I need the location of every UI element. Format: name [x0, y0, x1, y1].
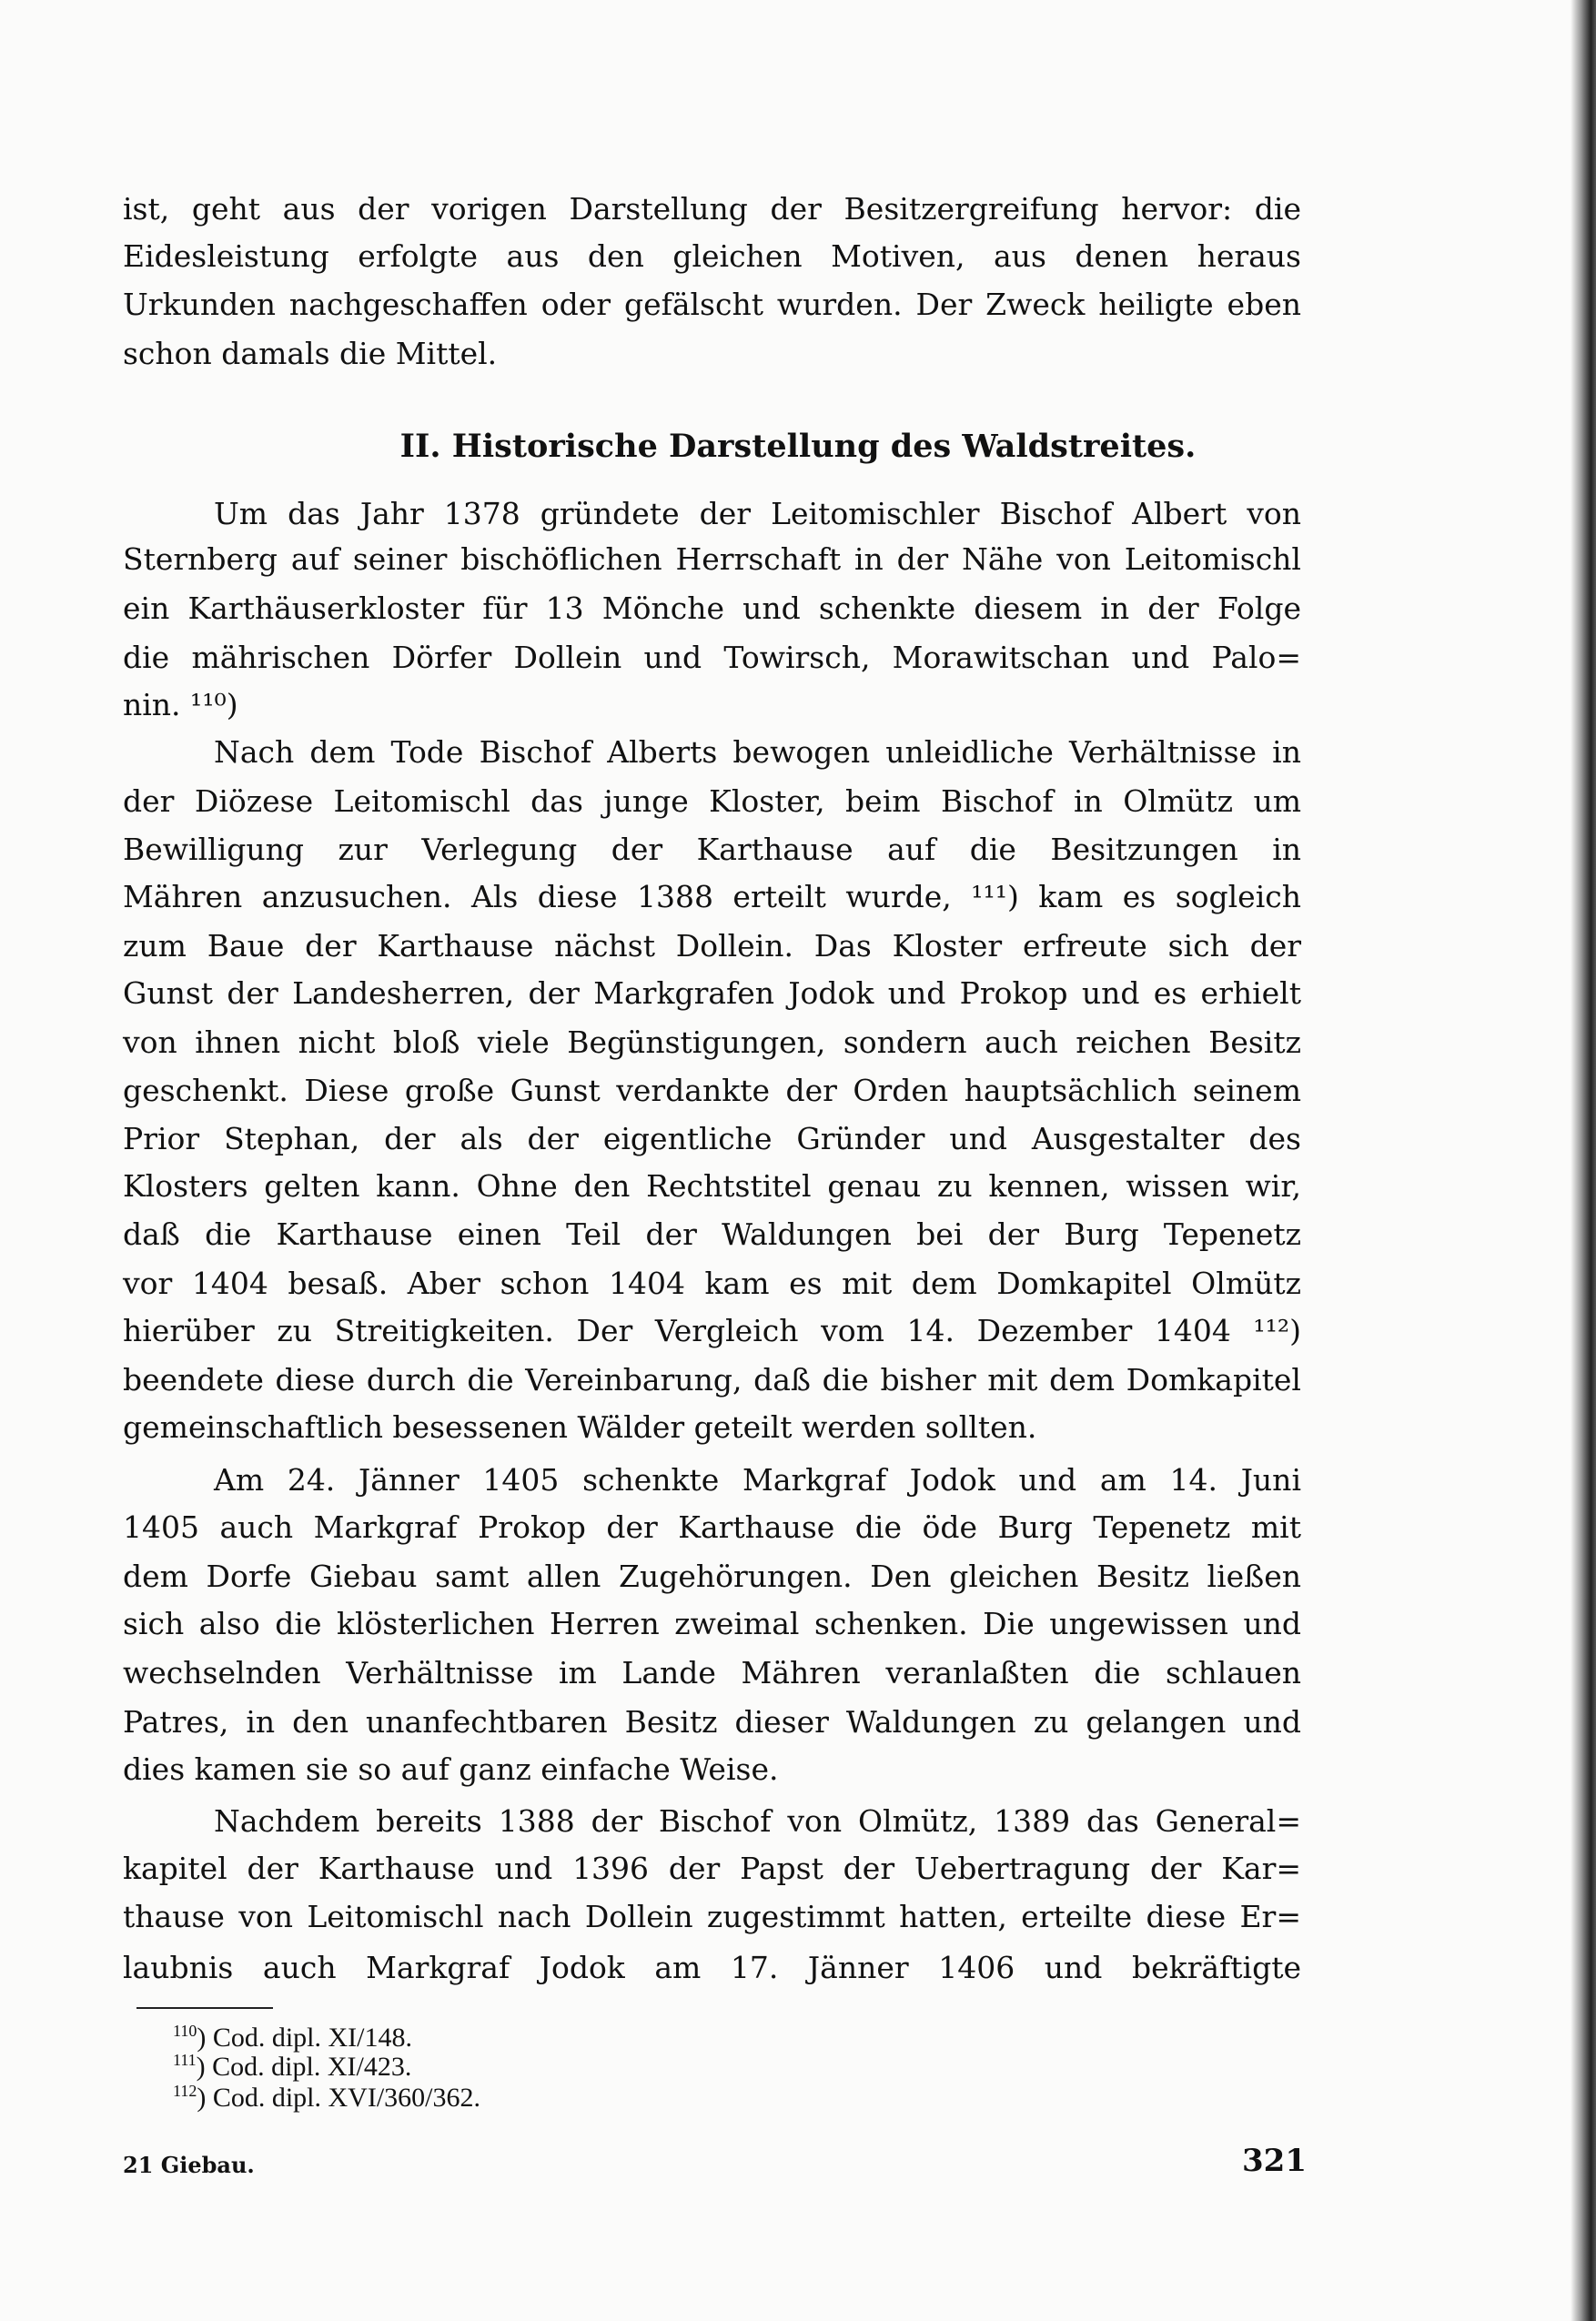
footnote: [173, 2051, 411, 2083]
text-line: der Diözese Leitomischl das junge Kloster, beim Bischof in Olmütz um: [123, 783, 1301, 819]
text-line: schon damals die Mittel.: [123, 336, 498, 371]
footnote-text: ) Cod. dipl. XVI/360/362.: [197, 2083, 481, 2113]
text-line: zum Baue der Karthause nächst Dollein. Das Kloster erfreute sich der: [123, 928, 1301, 964]
section-heading: II. Historische Darstellung des Waldstreites.: [399, 428, 1197, 465]
footnote-text: ) Cod. dipl. XI/423.: [196, 2052, 412, 2082]
text-line: 1405 auch Markgraf Prokop der Karthause die öde Burg Tepenetz mit: [123, 1509, 1301, 1545]
text-line: Um das Jahr 1378 gründete der Leitomischler Bischof Albert von: [214, 496, 1301, 531]
text-line: gemeinschaftlich besessenen Wälder geteilt werden sollten.: [123, 1409, 1037, 1445]
text-line: dies kamen sie so auf ganz einfache Weise.: [123, 1751, 779, 1787]
text-line: geschenkt. Diese große Gunst verdankte der Orden hauptsächlich seinem: [123, 1073, 1301, 1108]
footnote-number: 112: [173, 2082, 197, 2100]
text-line: Bewilligung zur Verlegung der Karthause auf die Besitzungen in: [123, 832, 1301, 867]
text-line: Nach dem Tode Bischof Alberts bewogen unleidliche Verhältnisse in: [214, 734, 1301, 770]
footnote: [173, 2022, 412, 2054]
footnote-text: ) Cod. dipl. XI/148.: [197, 2023, 413, 2053]
text-line: vor 1404 besaß. Aber schon 1404 kam es mit dem Domkapitel Olmütz: [123, 1266, 1301, 1301]
text-line: daß die Karthause einen Teil der Waldungen bei der Burg Tepenetz: [123, 1216, 1301, 1252]
text-line: sich also die klösterlichen Herren zweimal schenken. Die ungewissen und: [123, 1606, 1301, 1641]
text-line: Sternberg auf seiner bischöflichen Herrschaft in der Nähe von Leitomischl: [123, 541, 1301, 577]
text-line: Urkunden nachgeschaffen oder gefälscht wurden. Der Zweck heiligte eben: [123, 287, 1301, 322]
footnote-number: 111: [173, 2051, 197, 2069]
text-line: laubnis auch Markgraf Jodok am 17. Jänner 1406 und bekräftigte: [123, 1950, 1301, 1985]
text-line: beendete diese durch die Vereinbarung, daß die bisher mit dem Domkapitel: [123, 1362, 1301, 1398]
footnote-number: 110: [173, 2022, 197, 2040]
footnote-rule: [136, 2007, 273, 2009]
signature-mark: 21 Giebau.: [123, 2152, 255, 2178]
page-number: 321: [1242, 2143, 1307, 2179]
text-line: von ihnen nicht bloß viele Begünstigungen, sondern auch reichen Besitz: [123, 1024, 1301, 1060]
text-line: Gunst der Landesherren, der Markgrafen Jodok und Prokop und es erhielt: [123, 975, 1301, 1011]
text-line: kapitel der Karthause und 1396 der Papst der Uebertragung der Kar=: [123, 1851, 1301, 1886]
text-line: hierüber zu Streitigkeiten. Der Vergleich vom 14. Dezember 1404 ¹¹²): [123, 1313, 1301, 1348]
text-line: Mähren anzusuchen. Als diese 1388 erteilt wurde, ¹¹¹) kam es sogleich: [123, 879, 1301, 914]
text-line: thause von Leitomischl nach Dollein zugestimmt hatten, erteilte diese Er=: [123, 1899, 1301, 1934]
text-line: nin. ¹¹⁰): [123, 687, 238, 722]
text-line: Klosters gelten kann. Ohne den Rechtstitel genau zu kennen, wissen wir,: [123, 1168, 1301, 1204]
text-line: wechselnden Verhältnisse im Lande Mähren veranlaßten die schlauen: [123, 1655, 1301, 1690]
page-binding-shadow: [1571, 0, 1596, 2321]
text-line: Am 24. Jänner 1405 schenkte Markgraf Jodok und am 14. Juni: [214, 1462, 1301, 1498]
text-line: Eidesleistung erfolgte aus den gleichen Motiven, aus denen heraus: [123, 238, 1301, 274]
text-line: ein Karthäuserkloster für 13 Mönche und schenkte diesem in der Folge: [123, 590, 1301, 626]
footnote: [173, 2082, 480, 2114]
text-line: Nachdem bereits 1388 der Bischof von Olmütz, 1389 das General=: [214, 1803, 1301, 1839]
text-line: Patres, in den unanfechtbaren Besitz dieser Waldungen zu gelangen und: [123, 1704, 1301, 1740]
text-line: ist, geht aus der vorigen Darstellung der Besitzergreifung hervor: die: [123, 191, 1301, 227]
text-line: die mährischen Dörfer Dollein und Towirsch, Morawitschan und Palo=: [123, 640, 1301, 675]
text-line: Prior Stephan, der als der eigentliche Gründer und Ausgestalter des: [123, 1121, 1301, 1156]
text-line: dem Dorfe Giebau samt allen Zugehörungen. Den gleichen Besitz ließen: [123, 1559, 1301, 1594]
